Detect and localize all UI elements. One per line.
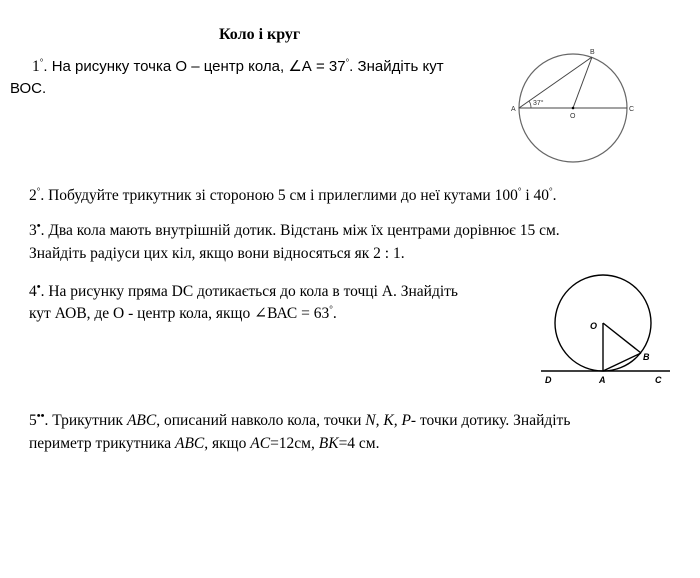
task-5-l1e: - точки дотику. Знайдіть xyxy=(410,412,571,429)
task-3-number: 3 xyxy=(29,222,37,239)
task-5-l2b: ABC xyxy=(174,435,205,452)
task-3 xyxy=(29,220,560,242)
task-2-mid: і 40 xyxy=(521,187,549,204)
figure-1-label-c: C xyxy=(629,106,635,113)
task-1-text-a: . На рисунку точка О – центр кола, ∠А = 37 xyxy=(43,58,346,75)
task-2-number: 2 xyxy=(29,187,37,204)
figure-2-radius-ob xyxy=(603,323,641,353)
task-2-level-mark: ° xyxy=(36,185,41,196)
page-title: Коло і круг xyxy=(219,26,301,43)
figure-2-chord-ab xyxy=(603,353,641,371)
task-5-l2d: AC xyxy=(250,435,271,452)
task-1-line-2: ВОС. xyxy=(10,80,47,97)
task-2-text: . Побудуйте трикутник зі стороною 5 см і прилеглими до неї кутами 100 xyxy=(40,187,518,204)
task-4 xyxy=(29,281,458,303)
task-1-number: 1 xyxy=(32,58,40,75)
figure-1-point-o xyxy=(572,107,575,110)
figure-1-label-o: O xyxy=(570,113,576,120)
task-5-l2c: , якщо xyxy=(204,435,251,452)
task-5-l1d: N, K, P xyxy=(365,412,411,429)
figure-1-label-b: B xyxy=(590,49,595,56)
task-1 xyxy=(32,56,444,78)
task-4-line-2 xyxy=(29,303,337,325)
figure-2-label-b: B xyxy=(643,352,650,362)
task-4-line-1: . На рисунку пряма DC дотикається до кола в точці А. Знайдіть xyxy=(40,283,458,300)
task-3-line-2: Знайдіть радіуси цих кіл, якщо вони відносяться як 2 : 1. xyxy=(29,245,405,262)
task-5-line-2 xyxy=(29,433,380,455)
task-1-degree: ° xyxy=(345,56,350,67)
task-4-line-2-end: . xyxy=(332,305,337,322)
task-1-text-b: . Знайдіть кут xyxy=(349,58,444,75)
task-5-level-mark: •• xyxy=(36,409,45,422)
figure-2-tangent-diagram xyxy=(535,270,675,390)
figure-1-angle-arc xyxy=(529,101,531,108)
task-5 xyxy=(29,410,570,432)
task-3-line-1: . Два кола мають внутрішній дотик. Відстань між їх центрами дорівнює 15 см. xyxy=(40,222,560,239)
figure-1-radius-ob xyxy=(573,57,592,108)
figure-2-label-a: A xyxy=(599,375,606,385)
task-4-level-mark: • xyxy=(36,280,41,293)
figure-1-chord-ab xyxy=(519,57,592,108)
task-5-l2f: BK xyxy=(318,435,339,452)
task-4-line-2-text: кут АОВ, де О - центр кола, якщо ∠ВАС = 63 xyxy=(29,305,330,322)
task-3-level-mark: • xyxy=(36,219,41,232)
task-2-end: . xyxy=(552,187,557,204)
task-2-degree-1: ° xyxy=(517,185,522,196)
figure-2-label-o: O xyxy=(590,321,598,331)
figure-1-label-angle: 37° xyxy=(533,100,544,107)
task-2 xyxy=(29,185,556,207)
task-5-l2g: =4 см. xyxy=(338,435,380,452)
task-5-number: 5 xyxy=(29,412,37,429)
figure-1-label-a: A xyxy=(511,106,516,113)
task-5-l1a: . Трикутник xyxy=(44,412,127,429)
task-4-degree: ° xyxy=(329,303,333,314)
task-5-l2a: периметр трикутника xyxy=(29,435,175,452)
task-5-l2e: =12см, xyxy=(270,435,319,452)
figure-1-circle-diagram xyxy=(505,42,650,172)
task-2-degree-2: ° xyxy=(549,185,553,196)
task-4-number: 4 xyxy=(29,283,37,300)
task-5-l1b: ABC xyxy=(126,412,157,429)
task-1-level-mark: ° xyxy=(39,56,44,67)
task-5-l1c: , описаний навколо кола, точки xyxy=(156,412,366,429)
figure-2-label-d: D xyxy=(545,375,552,385)
figure-2-label-c: C xyxy=(655,375,662,385)
